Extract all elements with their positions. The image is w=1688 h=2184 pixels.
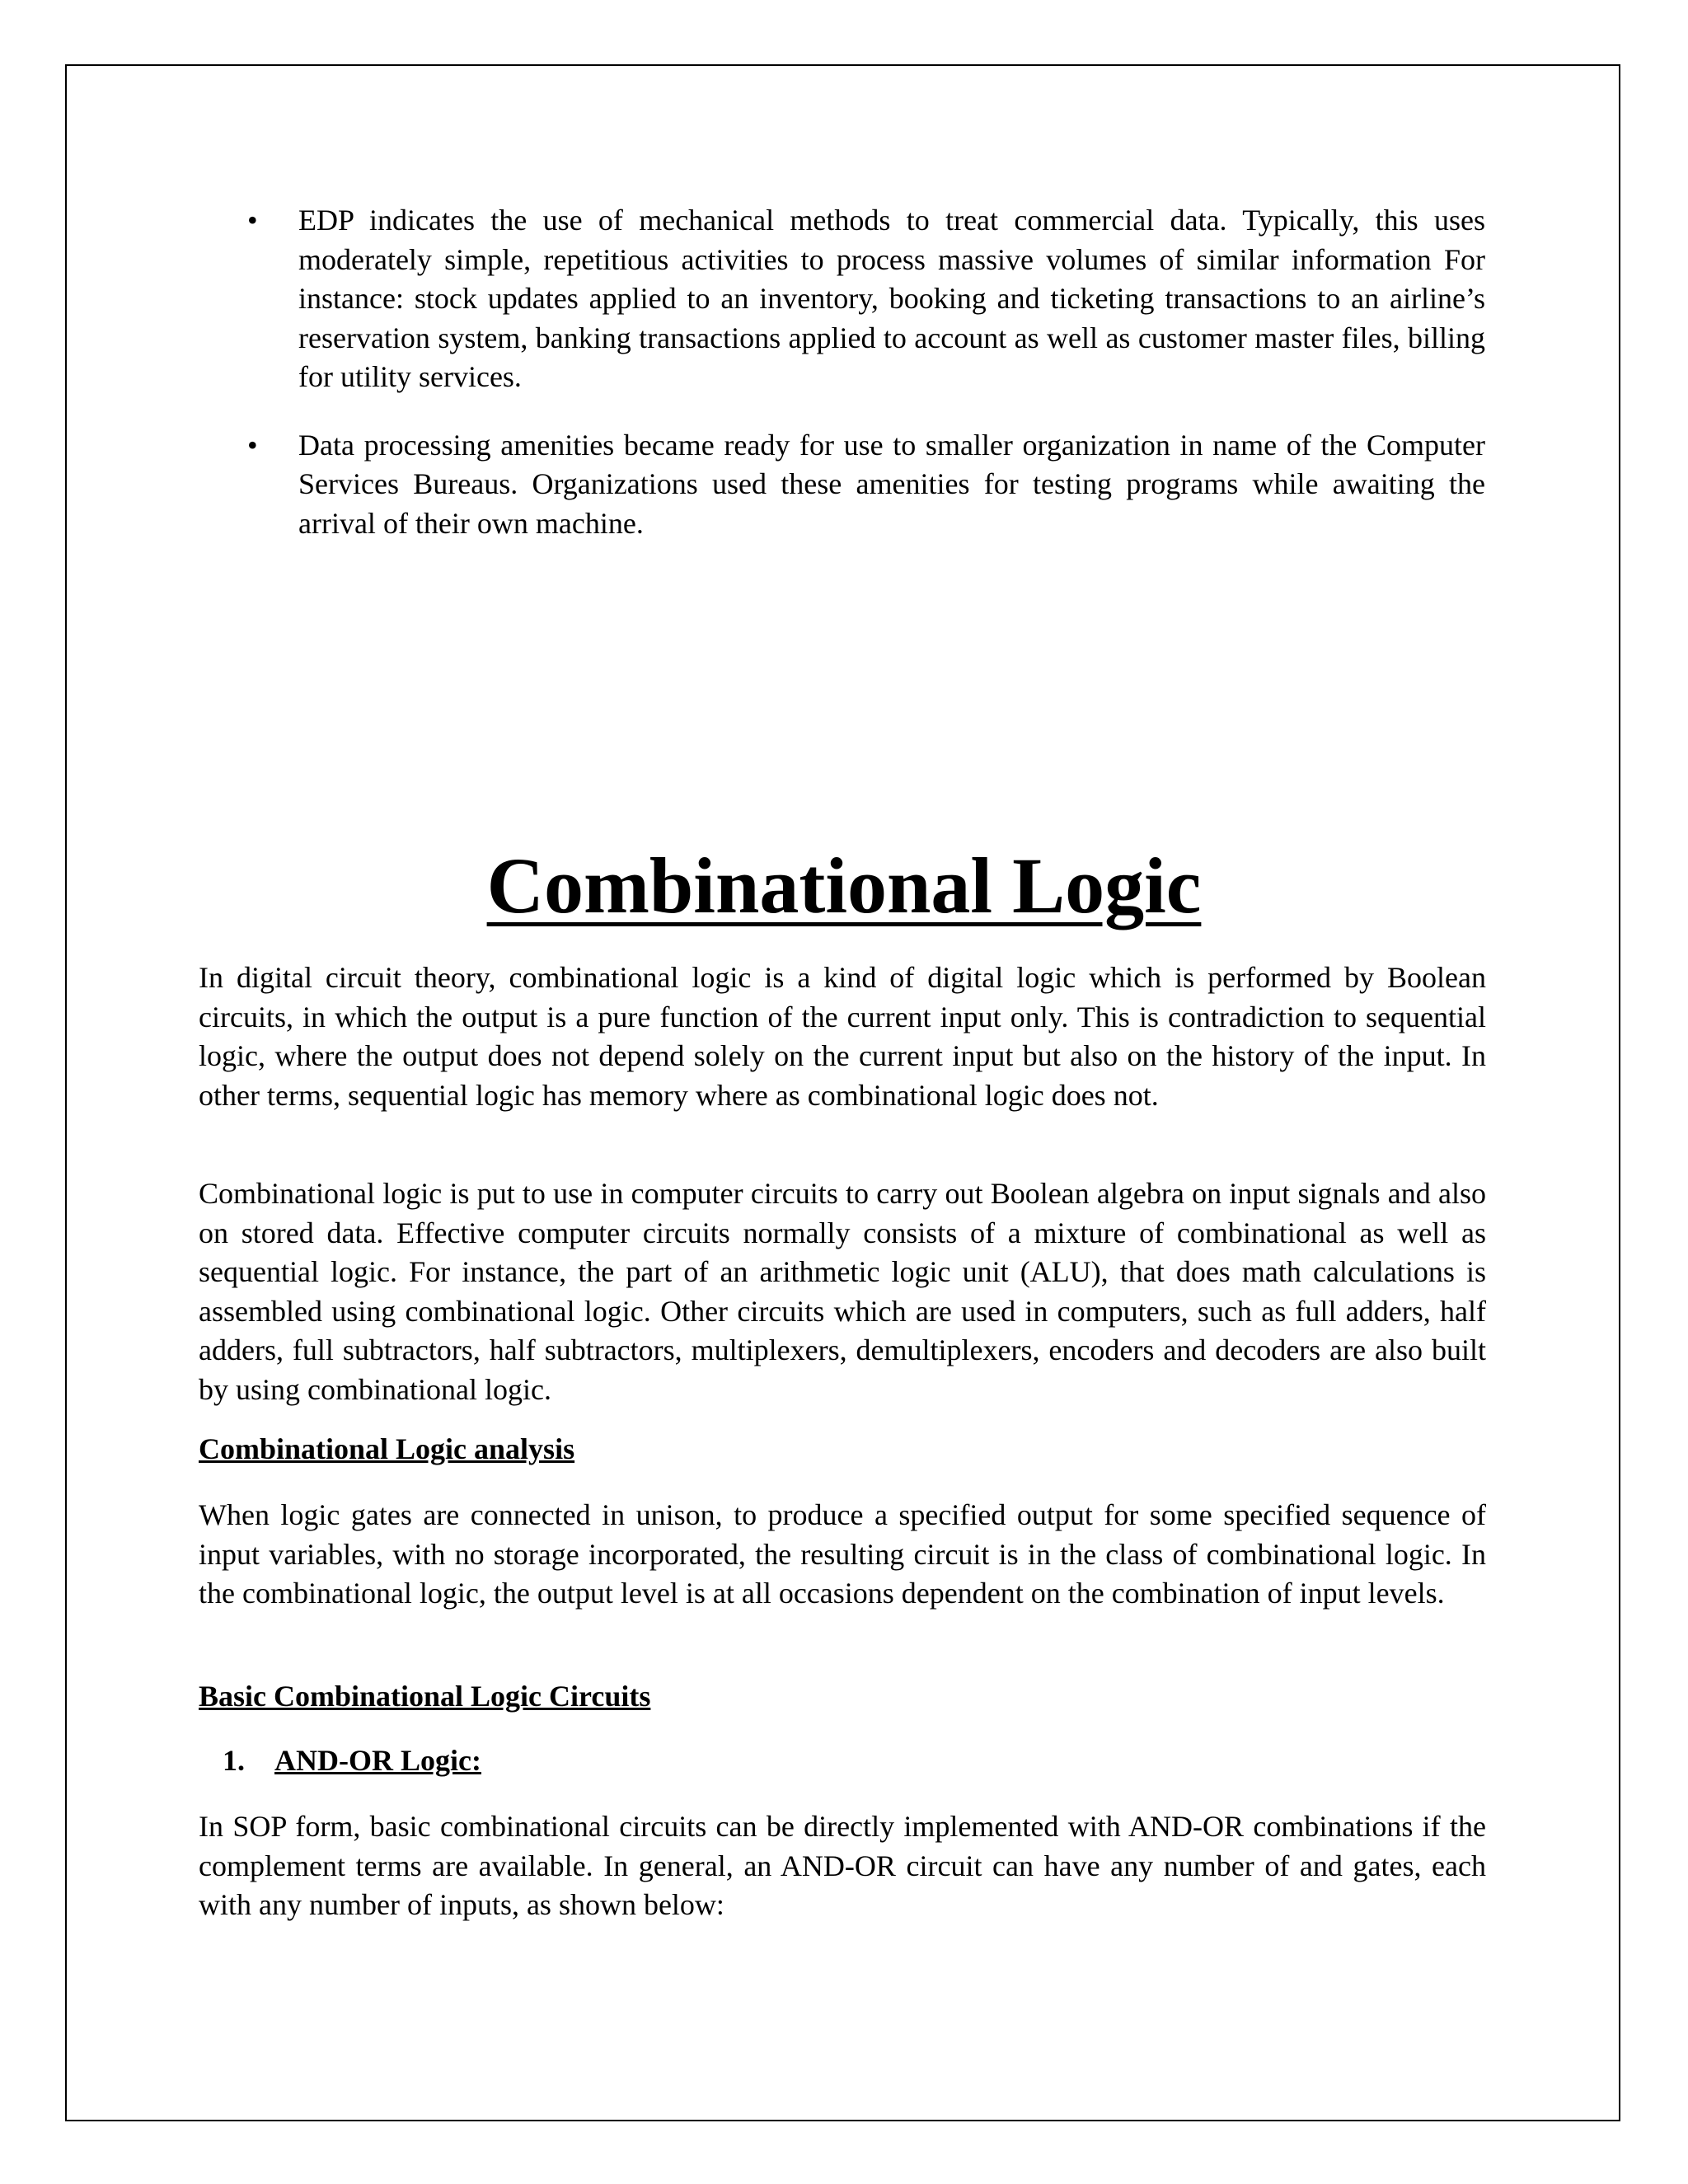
- paragraph-analysis: When logic gates are connected in unison, to produce a specified output for some specified sequence of input variables, with no storage incorporated, the resulting circuit is in the class of combinational logic. In the combinational logic, the output level is at all occasions dependent on the combination of input levels.: [199, 1498, 1486, 1610]
- bullet-dot-icon: •: [247, 204, 258, 237]
- item-number: 1.: [223, 1744, 245, 1777]
- paragraph-intro: In digital circuit theory, combinational logic is a kind of digital logic which is performed by Boolean circuits, in which the output is a pure function of the current input only. This is contradiction to sequential logic, where the output does not depend solely on the current input but also on the history of the input. In other terms, sequential logic has memory where as combinational logic does not.: [199, 961, 1486, 1112]
- paragraph-sop: In SOP form, basic combinational circuits can be directly implemented with AND-OR combinations if the complement terms are available. In general, an AND-OR circuit can have any number of and gates, each with any number of inputs, as shown below:: [199, 1810, 1486, 1921]
- item-label: AND-OR Logic:: [274, 1744, 481, 1777]
- bullet-item-data-processing: [247, 426, 1485, 544]
- numbered-item-and-or: [223, 1741, 481, 1781]
- page-title: Combinational Logic: [486, 841, 1202, 930]
- paragraph-usage: Combinational logic is put to use in computer circuits to carry out Boolean algebra on input signals and also on stored data. Effective computer circuits normally consists of a mixture of combinational as well as sequential logic. For instance, the part of an arithmetic logic unit (ALU), that does math calculations is assembled using combinational logic. Other circuits which are used in computers, such as full adders, half adders, full subtractors, half subtractors, multiplexers, demultiplexers, encoders and decoders are also built by using combinational logic.: [199, 1177, 1486, 1406]
- bullet-list: [247, 201, 1485, 572]
- bullet-text: EDP indicates the use of mechanical methods to treat commercial data. Typically, this uses moderately simple, repetitious activities to process massive volumes of similar information For instance: stock updates applied to an inventory, booking and ticketing transactions to an airline’s reservation system, banking transactions applied to account as well as customer master files, billing for utility services.: [298, 204, 1485, 393]
- heading-basic-circuits: Basic Combinational Logic Circuits: [199, 1680, 651, 1713]
- bullet-dot-icon: •: [247, 428, 258, 462]
- bullet-text: Data processing amenities became ready for use to smaller organization in name of the Computer Services Bureaus. Organizations used these amenities for testing programs while awaiting the arrival of their own machine.: [298, 428, 1485, 540]
- heading-analysis: Combinational Logic analysis: [199, 1432, 575, 1465]
- bullet-item-edp: [247, 201, 1485, 397]
